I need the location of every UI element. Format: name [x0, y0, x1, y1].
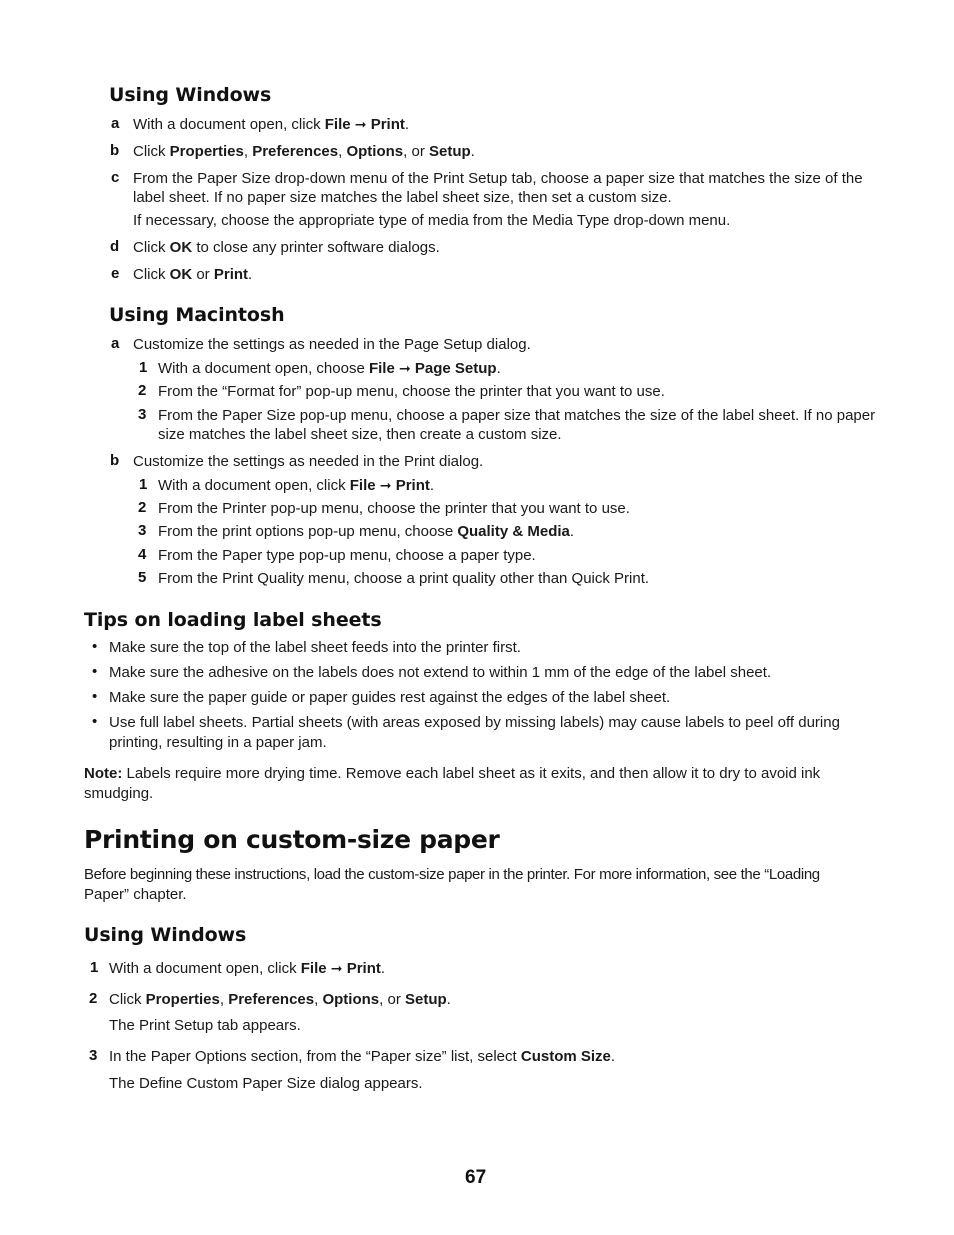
mac-b-substep-5-text: From the Print Quality menu, choose a print quality other than Quick Print. — [158, 570, 650, 587]
step-e-text: Click OK or Print. — [133, 266, 253, 283]
section-heading-using-macintosh: Using Macintosh — [109, 304, 285, 326]
step-c-note: If necessary, choose the appropriate type of media from the Media Type drop-down menu. — [133, 212, 731, 229]
step-c-line-1: From the Paper Size drop-down menu of the Print Setup tab, choose a paper size that matches the size of the — [133, 170, 863, 187]
section-heading-using-windows: Using Windows — [109, 84, 272, 106]
tip-item-2: Make sure the adhesive on the labels does not extend to within 1 mm of the edge of the label sheet. — [109, 664, 772, 681]
bullet-icon: • — [92, 688, 98, 705]
step-d-text: Click OK to close any printer software dialogs. — [133, 239, 440, 256]
mac-a-substep-number: 2 — [138, 382, 147, 399]
mac-a-substep-2-text: From the “Format for” pop-up menu, choose the printer that you want to use. — [158, 383, 665, 400]
mac-b-substep-number: 1 — [139, 476, 148, 493]
intro-line-1: Before beginning these instructions, load the custom-size paper in the printer. For more information, see the “Loading — [84, 866, 820, 883]
mac-step-b-text: Customize the settings as needed in the Print dialog. — [133, 453, 484, 470]
mac-b-substep-3-text: From the print options pop-up menu, choose Quality & Media. — [158, 523, 575, 540]
bullet-icon: • — [92, 713, 98, 730]
arrow-icon: ➞ — [354, 116, 367, 132]
step-label-e: e — [111, 265, 120, 282]
custom-step-2-text: Click Properties, Preferences, Options, or Setup. — [109, 991, 451, 1008]
mac-step-a-text: Customize the settings as needed in the Page Setup dialog. — [133, 336, 531, 353]
mac-b-substep-1-text: With a document open, click File ➞ Print. — [158, 477, 435, 494]
tip-item-4-line-2: printing, resulting in a paper jam. — [109, 734, 327, 751]
mac-b-substep-number: 3 — [138, 522, 147, 539]
mac-a-substep-1-text: With a document open, choose File ➞ Page Setup. — [158, 360, 501, 377]
mac-b-substep-number: 4 — [138, 546, 147, 563]
arrow-icon: ➞ — [379, 477, 392, 493]
tip-item-3: Make sure the paper guide or paper guides rest against the edges of the label sheet. — [109, 689, 671, 706]
chapter-heading-custom-size: Printing on custom-size paper — [84, 825, 500, 854]
step-label-d: d — [110, 238, 120, 255]
intro-line-2: Paper” chapter. — [84, 886, 187, 903]
note-line-1: Note: Labels require more drying time. Remove each label sheet as it exits, and then allow it to dry to avoid ink — [84, 765, 821, 782]
note-label: Note: — [84, 765, 123, 782]
mac-b-substep-4-text: From the Paper type pop-up menu, choose a paper type. — [158, 547, 536, 564]
custom-step-number: 3 — [89, 1047, 98, 1064]
custom-step-3-result: The Define Custom Paper Size dialog appears. — [109, 1075, 423, 1092]
arrow-icon: ➞ — [398, 360, 411, 376]
custom-step-1-text: With a document open, click File ➞ Print. — [109, 960, 386, 977]
mac-b-substep-2-text: From the Printer pop-up menu, choose the printer that you want to use. — [158, 500, 630, 517]
step-label-c: c — [111, 169, 120, 186]
mac-a-substep-number: 3 — [138, 406, 147, 423]
custom-step-2-result: The Print Setup tab appears. — [109, 1017, 301, 1034]
mac-b-substep-number: 5 — [138, 569, 147, 586]
bullet-icon: • — [92, 638, 98, 655]
mac-b-substep-number: 2 — [138, 499, 147, 516]
custom-step-3-text: In the Paper Options section, from the “Paper size” list, select Custom Size. — [109, 1048, 616, 1065]
tip-item-4-line-1: Use full label sheets. Partial sheets (with areas exposed by missing labels) may cause labels to peel off during — [109, 714, 840, 731]
bullet-icon: • — [92, 663, 98, 680]
mac-a-substep-3-line-1: From the Paper Size pop-up menu, choose a paper size that matches the size of the label sheet. If no paper — [158, 407, 876, 424]
tip-item-1: Make sure the top of the label sheet feeds into the printer first. — [109, 639, 521, 656]
step-label-b: b — [110, 142, 120, 159]
step-label-a: a — [111, 115, 120, 132]
mac-a-substep-number: 1 — [139, 359, 148, 376]
mac-a-substep-3-line-2: size matches the label sheet size, then create a custom size. — [158, 426, 562, 443]
section-heading-using-windows-custom: Using Windows — [84, 924, 247, 946]
section-heading-tips: Tips on loading label sheets — [84, 609, 382, 631]
step-c-line-2: label sheet. If no paper size matches the label sheet size, then set a custom size. — [133, 189, 672, 206]
step-a-text: With a document open, click File ➞ Print. — [133, 116, 410, 133]
arrow-icon: ➞ — [330, 960, 343, 976]
mac-step-label-a: a — [111, 335, 120, 352]
step-b-text: Click Properties, Preferences, Options, or Setup. — [133, 143, 475, 160]
custom-step-number: 2 — [89, 990, 98, 1007]
mac-step-label-b: b — [110, 452, 120, 469]
page-number: 67 — [465, 1167, 487, 1188]
note-line-2: smudging. — [84, 785, 154, 802]
custom-step-number: 1 — [90, 959, 99, 976]
